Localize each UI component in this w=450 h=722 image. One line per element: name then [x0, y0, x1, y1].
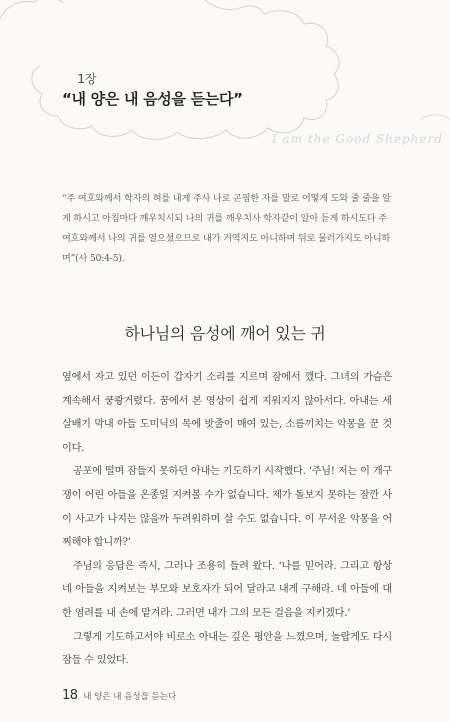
faint-script-decoration: I am the Good Shepherd	[272, 132, 443, 146]
running-title: 내 양은 내 음성을 듣는다	[83, 692, 177, 702]
paragraph: 공포에 떨며 잠들지 못하던 아내는 기도하기 시작했다. ‘주님! 저는 이 개구쟁이 어린 아들을 온종일 지켜볼 수가 없습니다. 제가 돌보지 못하는 잠깐 사이 사고가 나지는 않을까 두려워하며 살 수도 없습니다. 이 무서운 악몽을 어찌해야 합니까?’	[62, 466, 392, 549]
chapter-title: “내 양은 내 음성을 듣는다”	[62, 90, 243, 108]
paragraph: 주님의 응답은 즉시, 그러나 조용히 들려 왔다. ‘나를 믿어라. 그리고 항상 네 아들을 지켜보는 부모와 보호자가 되어 달라고 내게 구해라. 네 아들에 대한 염려를 내 손에 맡겨라. 그러면 내가 그의 모든 걸음을 지키겠다.’	[62, 560, 392, 619]
scripture-quote: “주 여호와께서 학자의 혀를 내게 주사 나로 곤핍한 자를 말로 어떻게 도와 줄 줄을 알게 하시고 아침마다 깨우치시되 나의 귀를 깨우치사 학자같이 알아 듣게 하시도다 주 여호와께서 나의 귀를 열으셨으므로 내가 거역지도 아니하며 뒤로 물러가지도 아니하며”(사 50:4-5).	[62, 193, 391, 264]
section-heading: 하나님의 음성에 깨어 있는 귀	[124, 324, 326, 343]
paragraph: 옆에서 자고 있던 이든이 갑자기 소리를 지르며 잠에서 깼다. 그녀의 가슴은 계속해서 쿵쾅거렸다. 꿈에서 본 영상이 쉽게 지워지지 않아서다. 아내는 세 살배기 막내 아들 도미닉의 목에 밧줄이 매여 있는, 소름끼치는 악몽을 꾼 것이다.	[62, 372, 392, 454]
cloud-outline	[0, 0, 339, 139]
body-text	[62, 366, 392, 673]
paragraph: 그렇게 기도하고서야 비로소 아내는 깊은 평안을 느꼈으며, 놀랍게도 다시 잠들 수 있었다.	[62, 631, 392, 667]
cloud-small-arc	[420, 115, 450, 120]
page-footer	[62, 688, 176, 703]
chapter-number: 1장	[77, 72, 97, 86]
page-number: 18	[62, 688, 78, 703]
